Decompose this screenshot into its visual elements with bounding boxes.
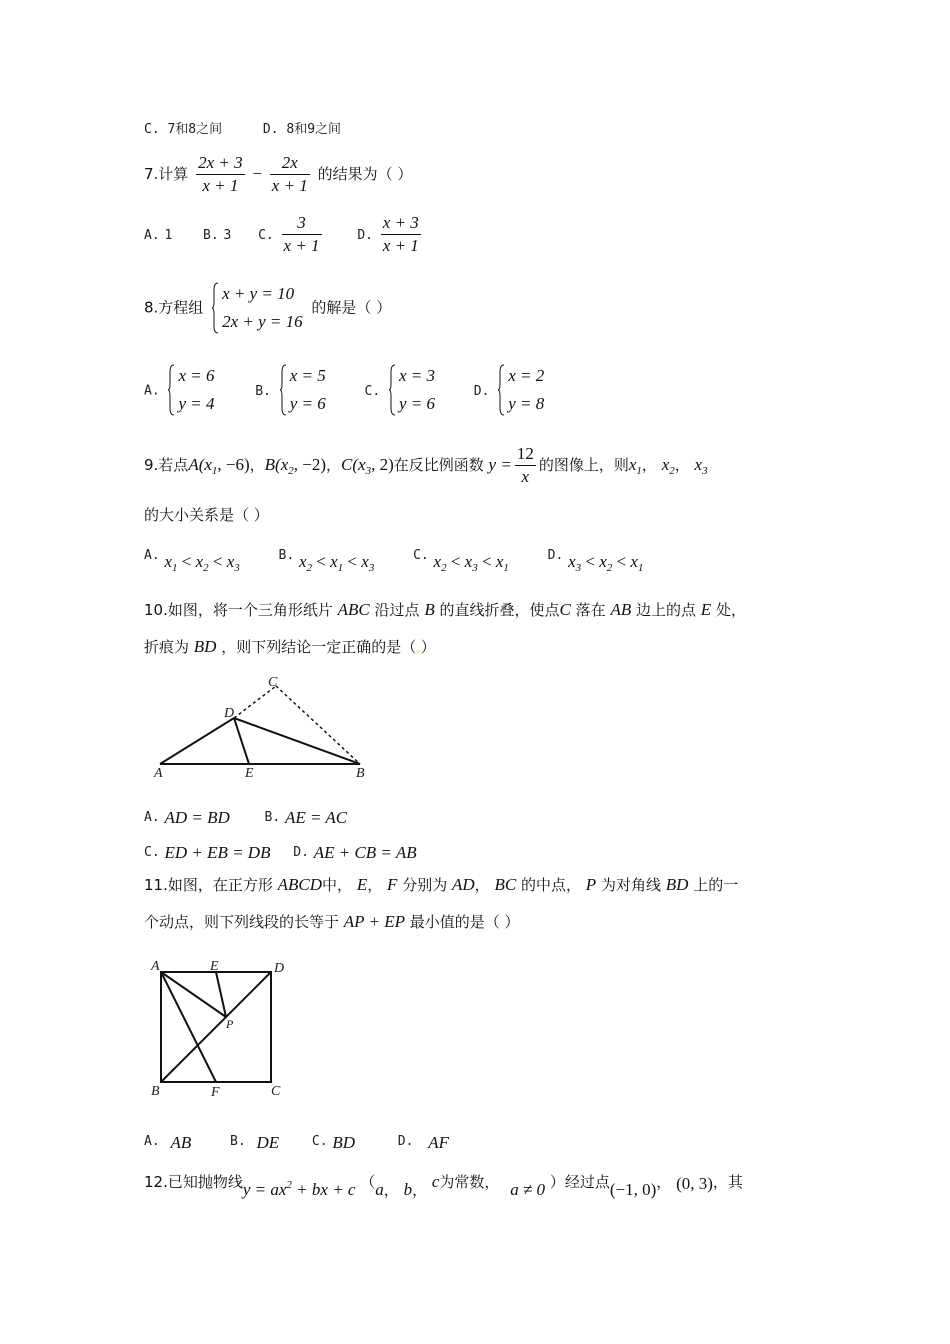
q11-label-f: F bbox=[211, 1085, 220, 1100]
q8-stem bbox=[144, 280, 391, 336]
q12-stem bbox=[144, 1172, 743, 1199]
q9-mid: 在反比例函数 bbox=[393, 456, 484, 474]
q8-prefix: 8.方程组 bbox=[144, 298, 204, 317]
q9-option-d: $x_3 < x_2 < x_1$ bbox=[568, 552, 644, 574]
q7-option-c-fraction bbox=[282, 212, 322, 257]
q7-options bbox=[144, 212, 424, 257]
q9-comma: ， bbox=[641, 456, 657, 474]
q11-bc: BC bbox=[494, 875, 517, 894]
q11-label-d: D bbox=[274, 961, 285, 976]
q12-text: ，其 bbox=[712, 1173, 743, 1191]
q10-label-b: B bbox=[356, 766, 365, 781]
q9-x1: $x_1$ bbox=[628, 455, 642, 477]
brace-icon bbox=[498, 364, 505, 416]
q7-frac2-num: 2x bbox=[270, 152, 310, 175]
q7-fraction-2 bbox=[270, 152, 310, 197]
q12-text: 为常数， bbox=[439, 1173, 500, 1191]
q8-option-b-label: B. bbox=[255, 383, 271, 399]
q10-line-de bbox=[234, 718, 249, 764]
q9-func: y = bbox=[488, 455, 512, 474]
q9-option-a-label: A. bbox=[144, 548, 160, 563]
q7-option-b-label: B. bbox=[203, 228, 219, 243]
q10-option-d: AE + CB = AB bbox=[313, 843, 417, 862]
q9-after: 的图像上，则 bbox=[538, 456, 629, 474]
q8-option-c-label: C. bbox=[364, 383, 381, 399]
q8-option-b-y: y = 6 bbox=[289, 394, 326, 413]
q8-option-b bbox=[280, 362, 326, 418]
q11-label-b: B bbox=[151, 1084, 160, 1099]
q11-sep: ， bbox=[367, 876, 383, 894]
q7-minus: − bbox=[252, 164, 262, 183]
q11-p: P bbox=[585, 875, 597, 894]
q7-fraction-1 bbox=[196, 152, 245, 197]
q9-option-c: $x_2 < x_3 < x_1$ bbox=[433, 552, 509, 574]
q8-option-d bbox=[498, 362, 544, 418]
q10-bd: BD bbox=[193, 637, 217, 656]
q11-bd: BD bbox=[665, 875, 689, 894]
q11-label-a: A bbox=[151, 959, 160, 974]
q10-text: ） bbox=[420, 638, 436, 656]
q9-stem-line1 bbox=[144, 443, 708, 488]
q11-text: 的中点， bbox=[520, 876, 581, 894]
q7-prefix: 7.计算 bbox=[144, 165, 189, 183]
q12-condition: a ≠ 0 bbox=[510, 1180, 546, 1199]
q7-optc-num: 3 bbox=[282, 212, 322, 235]
q11-text: 为对角线 bbox=[600, 876, 661, 894]
q11-stem-line1 bbox=[144, 875, 738, 895]
q10-options-row1 bbox=[144, 806, 347, 828]
q8-option-d-label: D. bbox=[473, 383, 490, 399]
q8-option-d-x: x = 2 bbox=[508, 366, 545, 385]
q7-optd-den: x + 1 bbox=[382, 236, 419, 255]
q11-text: 最小值的是（ ） bbox=[409, 913, 520, 931]
q10-stem-line1 bbox=[144, 600, 746, 620]
q9-option-d-label: D. bbox=[547, 548, 564, 563]
q10-text: ，则下列结论一定正确的是（ bbox=[221, 638, 417, 656]
q7-option-a-label: A. bbox=[144, 228, 160, 243]
q7-option-c-label: C. bbox=[258, 228, 274, 243]
q10-text: 沿过点 bbox=[374, 601, 420, 619]
q11-option-b: DE bbox=[256, 1133, 280, 1152]
q11-option-c-label: C. bbox=[311, 1134, 328, 1149]
q11-figure bbox=[148, 956, 288, 1102]
q11-option-d: AF bbox=[428, 1133, 449, 1152]
q10-option-c-label: C. bbox=[144, 845, 160, 860]
q6-options bbox=[144, 118, 341, 140]
q9-point-a: $A(x_1$, −6) bbox=[188, 455, 250, 477]
q12-b: b bbox=[403, 1180, 413, 1199]
q10-dot: 。 bbox=[416, 645, 421, 655]
q7-option-d-label: D. bbox=[357, 228, 373, 243]
q10-line-dc bbox=[234, 686, 276, 718]
q11-label-p: P bbox=[226, 1017, 234, 1031]
q8-option-c-y: y = 6 bbox=[398, 394, 435, 413]
q9-x3: $x_3$ bbox=[694, 455, 708, 477]
q11-option-d-label: D. bbox=[397, 1134, 414, 1149]
q9-option-a: $x_1 < x_2 < x_3$ bbox=[164, 552, 240, 574]
brace-icon bbox=[212, 282, 219, 334]
q11-text: 中， bbox=[322, 876, 353, 894]
q9-option-b-label: B. bbox=[278, 548, 295, 563]
q11-options bbox=[144, 1130, 449, 1152]
q11-abcd: ABCD bbox=[277, 875, 323, 894]
q8-eq2: 2x + y = 16 bbox=[222, 312, 303, 331]
q12-text: ）经过点 bbox=[549, 1173, 610, 1191]
q10-label-e: E bbox=[245, 766, 254, 781]
q7-frac1-num: 2x + 3 bbox=[196, 152, 245, 175]
q12-equation: $y = ax^2$ + bx + c bbox=[242, 1179, 356, 1199]
q11-text: 个动点，则下列线段的长等于 bbox=[144, 913, 340, 931]
q8-option-a-x: x = 6 bbox=[178, 366, 215, 385]
q10-label-c: C bbox=[268, 675, 278, 690]
q8-option-a-y: y = 4 bbox=[178, 394, 215, 413]
q9-point-b: $B(x_2$, −2) bbox=[264, 455, 327, 477]
brace-icon bbox=[389, 364, 396, 416]
q11-line-ap bbox=[161, 972, 226, 1017]
q8-option-d-y: y = 8 bbox=[508, 394, 545, 413]
q10-line-cb bbox=[276, 686, 360, 764]
q10-ab: AB bbox=[610, 600, 632, 619]
q7-suffix: 的结果为（ ） bbox=[317, 165, 413, 183]
q9-func-fraction bbox=[515, 443, 536, 488]
q11-option-c: BD bbox=[332, 1133, 355, 1152]
q9-func-den: x bbox=[521, 467, 530, 486]
q8-option-c bbox=[389, 362, 435, 418]
q9-x2: $x_2$ bbox=[661, 455, 675, 477]
q12-a: a bbox=[375, 1180, 384, 1199]
q10-e: E bbox=[700, 600, 712, 619]
q7-optd-num: x + 3 bbox=[381, 212, 421, 235]
q11-stem-line2 bbox=[144, 912, 520, 932]
q11-option-b-label: B. bbox=[230, 1134, 246, 1149]
q6-option-c: C. 7和8之间 bbox=[144, 122, 223, 137]
q10-option-c: ED + EB = DB bbox=[164, 843, 271, 862]
q10-option-d-label: D. bbox=[293, 845, 309, 860]
q11-ad: AD bbox=[451, 875, 475, 894]
q10-option-b-label: B. bbox=[264, 810, 281, 825]
q11-text: 上的一 bbox=[693, 876, 739, 894]
q10-options-row2 bbox=[144, 841, 417, 863]
q8-option-a-label: A. bbox=[144, 383, 160, 399]
q9-option-b: $x_2 < x_1 < x_3$ bbox=[298, 552, 375, 574]
q10-label-a: A bbox=[154, 766, 163, 781]
q10-stem-line2 bbox=[144, 637, 436, 660]
q10-option-a-label: A. bbox=[144, 810, 160, 825]
q10-text: 落在 bbox=[575, 601, 606, 619]
q8-option-c-x: x = 3 bbox=[398, 366, 435, 385]
q10-figure bbox=[150, 672, 380, 784]
brace-icon bbox=[168, 364, 175, 416]
q11-text: 分别为 bbox=[402, 876, 448, 894]
q12-comma: ， bbox=[383, 1181, 399, 1199]
q8-suffix: 的解是（ ） bbox=[311, 298, 392, 317]
q9-comma: ， bbox=[674, 456, 690, 474]
q10-abc: ABC bbox=[337, 600, 370, 619]
q10-option-a: AD = BD bbox=[164, 808, 230, 827]
q11-sep: ， bbox=[474, 876, 490, 894]
q12-comma: ， bbox=[412, 1181, 428, 1199]
q10-label-d: D bbox=[224, 706, 235, 721]
q10-c: C bbox=[559, 600, 571, 619]
q11-diagonal-bd bbox=[161, 972, 271, 1082]
q10-option-b: AE = AC bbox=[284, 808, 348, 827]
q11-option-a: AB bbox=[170, 1133, 192, 1152]
q11-e: E bbox=[356, 875, 368, 894]
q12-c: c bbox=[431, 1172, 440, 1191]
q11-label-e: E bbox=[210, 959, 219, 974]
q7-frac2-den: x + 1 bbox=[271, 176, 308, 195]
q10-line-db bbox=[234, 718, 360, 764]
q10-text: 10.如图，将一个三角形纸片 bbox=[144, 601, 333, 619]
q11-ap-ep: AP + EP bbox=[343, 912, 405, 931]
q8-system bbox=[212, 280, 303, 336]
q8-option-a bbox=[168, 362, 214, 418]
q6-option-d: D. 8和9之间 bbox=[262, 122, 342, 137]
q8-options bbox=[144, 362, 548, 418]
q7-frac1-den: x + 1 bbox=[202, 176, 239, 195]
q11-f: F bbox=[387, 875, 398, 894]
q9-sep: ， bbox=[249, 456, 265, 474]
q7-optc-den: x + 1 bbox=[283, 236, 320, 255]
q8-option-b-x: x = 5 bbox=[289, 366, 326, 385]
q10-line-ad bbox=[160, 718, 234, 764]
q11-label-c: C bbox=[271, 1084, 281, 1099]
q12-text: （ bbox=[360, 1173, 376, 1191]
q9-option-c-label: C. bbox=[413, 548, 429, 563]
q9-options bbox=[144, 544, 644, 574]
q9-sep: ， bbox=[326, 456, 342, 474]
q10-text: 边上的点 bbox=[636, 601, 697, 619]
q9-prefix: 9.若点 bbox=[144, 456, 189, 474]
q10-b: B bbox=[424, 600, 435, 619]
q9-stem-line2: 的大小关系是（ ） bbox=[144, 506, 269, 524]
q12-text: 12.已知抛物线 bbox=[144, 1173, 243, 1191]
q11-line-af bbox=[161, 972, 216, 1082]
q10-text: 处， bbox=[715, 601, 746, 619]
q7-option-d-fraction bbox=[381, 212, 421, 257]
q10-text: 折痕为 bbox=[144, 638, 190, 656]
q9-point-c: $C(x_3$, 2) bbox=[341, 455, 394, 477]
q11-text: 11.如图，在正方形 bbox=[144, 876, 273, 894]
brace-icon bbox=[280, 364, 287, 416]
q8-eq1: x + y = 10 bbox=[222, 284, 295, 303]
q9-func-num: 12 bbox=[515, 443, 536, 466]
q12-comma: ， bbox=[656, 1173, 672, 1191]
q11-option-a-label: A. bbox=[144, 1134, 160, 1149]
q12-point-1: (−1, 0) bbox=[609, 1180, 657, 1199]
q7-stem bbox=[144, 152, 412, 197]
q12-point-2: (0, 3) bbox=[676, 1174, 713, 1193]
q10-text: 的直线折叠，使点 bbox=[439, 601, 560, 619]
q7-option-b: 3 bbox=[223, 228, 232, 243]
q7-option-a: 1 bbox=[164, 228, 173, 243]
